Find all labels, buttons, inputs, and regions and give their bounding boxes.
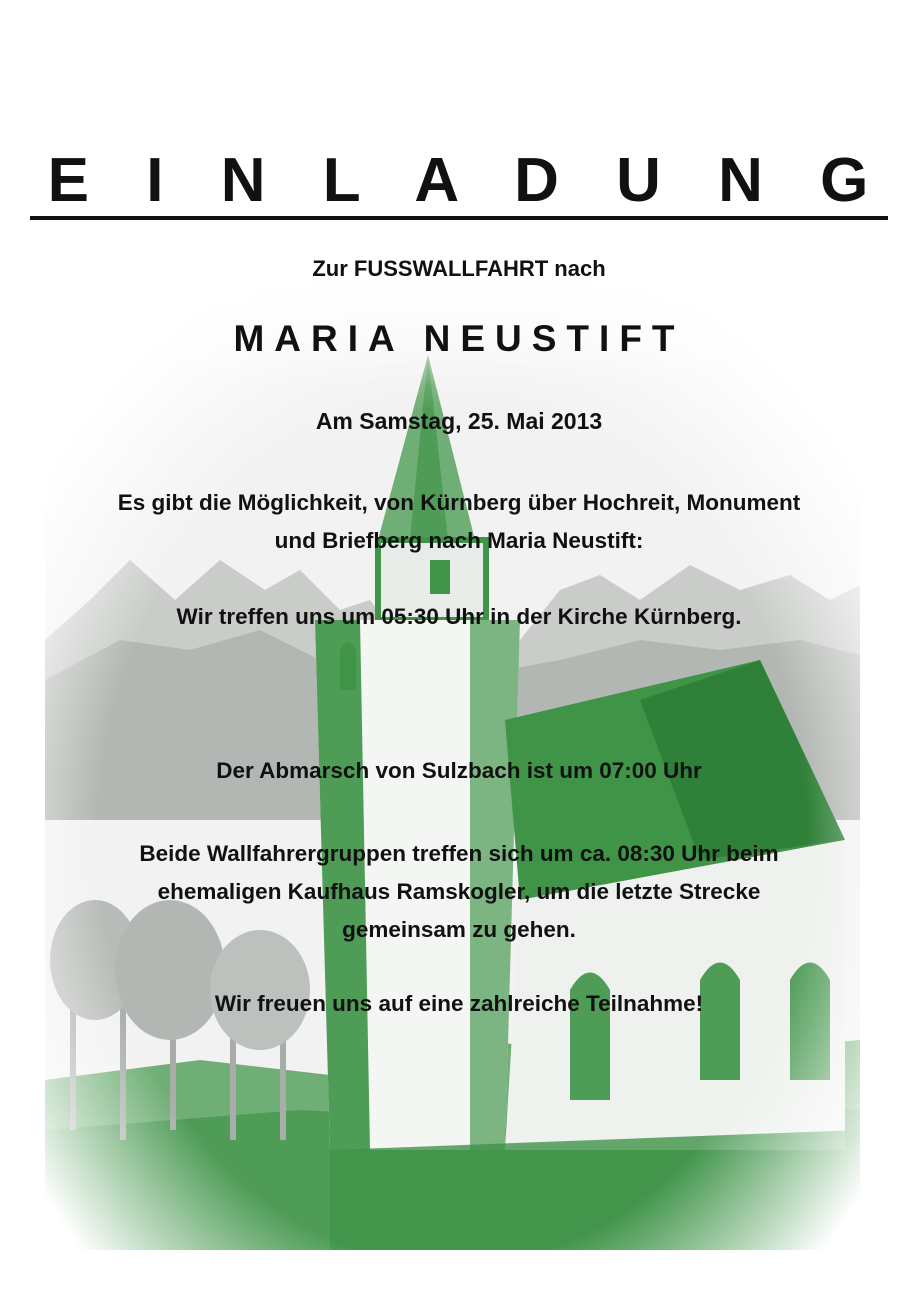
subtitle: Zur FUSSWALLFAHRT nach [312, 256, 606, 281]
event-date: Am Samstag, 25. Mai 2013 [315, 408, 603, 434]
departure-text: Der Abmarsch von Sulzbach ist um 07:00 Uhr [216, 758, 702, 783]
route-paragraph [0, 484, 918, 560]
meeting-text: Wir treffen uns um 05:30 Uhr in der Kirche Kürnberg. [176, 604, 742, 629]
route-line-2: und Briefberg nach Maria Neustift: [274, 528, 644, 553]
route-line-1: Es gibt die Möglichkeit, von Kürnberg über Hochreit, Monument [117, 490, 801, 515]
join-paragraph [0, 835, 918, 949]
destination: MARIA NEUSTIFT [233, 318, 685, 359]
page-title: E I N L A D U N G [0, 145, 918, 220]
join-line-3: gemeinsam zu gehen. [342, 917, 576, 942]
join-line-1: Beide Wallfahrergruppen treffen sich um ca. 08:30 Uhr beim [139, 841, 779, 866]
join-line-2: ehemaligen Kaufhaus Ramskogler, um die letzte Strecke [157, 879, 761, 904]
closing-text: Wir freuen uns auf eine zahlreiche Teilnahme! [214, 991, 704, 1016]
